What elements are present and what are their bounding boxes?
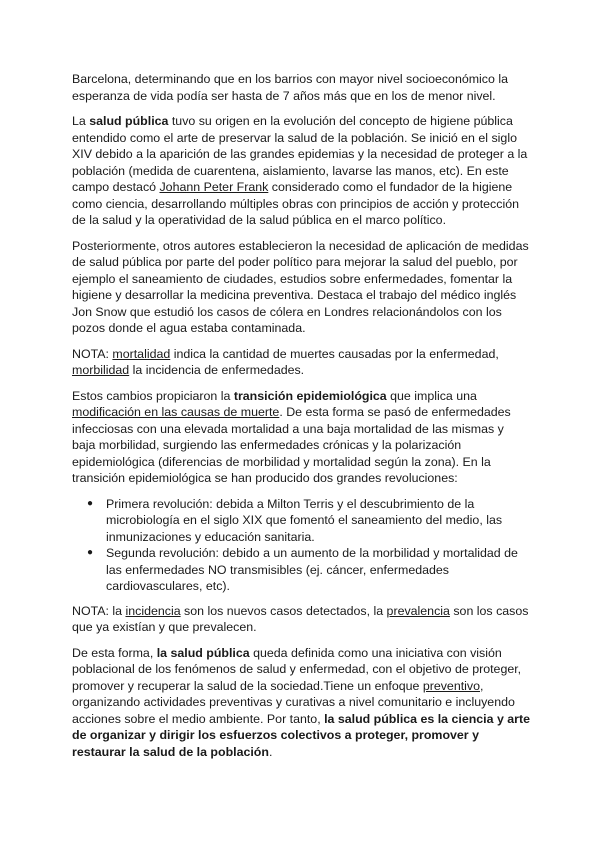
- list-item: [87, 496, 530, 546]
- paragraph-transicion-epidemiologica: [72, 388, 530, 487]
- note-mortalidad-morbilidad: [72, 346, 530, 379]
- list-item-text: Primera revolución: debida a Milton Terris y el descubrimiento de la microbiología en el siglo XIX que fomentó el saneamiento del medio, las inmunizaciones y educación sanitaria.: [106, 496, 503, 544]
- bold-term-la-salud-publica: la salud pública: [156, 645, 250, 660]
- text-run: Estos cambios propiciaron la: [72, 388, 234, 403]
- bold-term-transicion-epidemiologica: transición epidemiológica: [233, 388, 387, 403]
- text-run: que implica una: [386, 388, 477, 403]
- list-item-text: Segunda revolución: debido a un aumento de la morbilidad y mortalidad de las enfermedades NO transmisibles (ej. cáncer, enfermedades cardiovasculares, etc).: [106, 546, 518, 593]
- paragraph-barcelona: Barcelona, determinando que en los barrios con mayor nivel socioeconómico la esperanza de vida podía ser hasta de 7 años más que en los de menor nivel.: [72, 72, 508, 103]
- document-body: [72, 71, 530, 769]
- list-item: [87, 545, 530, 595]
- revoluciones-list: [72, 496, 530, 595]
- underlined-term-preventivo: preventivo: [422, 678, 480, 693]
- text-run: NOTA: la: [72, 603, 126, 618]
- underlined-phrase-modificacion: modificación en las causas de muerte: [72, 405, 280, 419]
- bullet-icon: ●: [87, 547, 94, 558]
- text-run: indica la cantidad de muertes causadas por la enfermedad,: [170, 346, 499, 361]
- underlined-term-incidencia: incidencia: [125, 603, 181, 618]
- text-run: la incidencia de enfermedades.: [129, 363, 305, 377]
- text-run: son los nuevos casos detectados, la: [180, 603, 387, 618]
- paragraph-definicion-salud-publica: [72, 645, 530, 761]
- text-run: . De esta forma se pasó de enfermedades infecciosas con una elevada mortalidad a una baja mortalidad de las mismas y baja morbilidad, surgiendo las enfermedades crónicas y la polarización epidemiológica (diferencias de morbilidad y mortalidad según la zona). En la transición epidemiológica se han producido dos grandes revoluciones:: [72, 405, 511, 485]
- text-run: tuvo su origen en la evolución del concepto de higiene pública entendido como el arte de preservar la salud de la población. Se inició en el siglo XIV debido a la aparición de las grandes epidemias y la necesidad de proteger a la población (medida de cuarentena, aislamiento, lavarse las manos, etc). En este campo destacó: [72, 114, 528, 194]
- text-run: considerado como el fundador de la higiene como ciencia, desarrollando múltiples obras con principios de acción y protección de la salud y la operatividad de la salud pública en el marco político.: [72, 180, 519, 227]
- bold-term-salud-publica: salud pública: [89, 114, 169, 128]
- underlined-name-johann-peter-frank: Johann Peter Frank: [159, 180, 269, 194]
- bold-definition: la salud pública es la ciencia y arte de organizar y dirigir los esfuerzos colectivos a proteger, promover y restaurar la salud de la población: [72, 711, 531, 759]
- underlined-term-morbilidad: morbilidad: [72, 363, 130, 377]
- text-run: La: [72, 114, 90, 128]
- underlined-term-prevalencia: prevalencia: [386, 603, 450, 618]
- text-run: son los casos que ya existían y que prevalecen.: [72, 603, 529, 634]
- paragraph-salud-publica-origen: [72, 113, 530, 229]
- text-run: queda definida como una iniciativa con visión poblacional de los fenómenos de salud y enfermedad, con el objetivo de proteger, promover y recuperar la salud de la sociedad.Tiene un enfoque: [72, 645, 522, 693]
- paragraph-posteriormente: Posteriormente, otros autores establecieron la necesidad de aplicación de medidas de salud pública por parte del poder político para mejorar la salud del pueblo, por ejemplo el saneamiento de ciudades, estudios sobre enfermedades, fomentar la higiene y desarrollar la medicina preventiva. Destaca el trabajo del médico inglés Jon Snow que estudió los casos de cólera en Londres relacionándolos con los pozos donde el agua estaba contaminada.: [72, 238, 529, 335]
- text-run: , organizando actividades preventivas y curativas a nivel comunitario e incluyendo acciones sobre el medio ambiente. Por tanto,: [72, 678, 515, 726]
- note-incidencia-prevalencia: [72, 603, 530, 636]
- bullet-icon: ●: [87, 497, 94, 509]
- text-run: .: [268, 744, 273, 759]
- underlined-term-mortalidad: mortalidad: [112, 346, 171, 361]
- text-run: NOTA:: [72, 346, 113, 361]
- text-run: De esta forma,: [72, 645, 157, 660]
